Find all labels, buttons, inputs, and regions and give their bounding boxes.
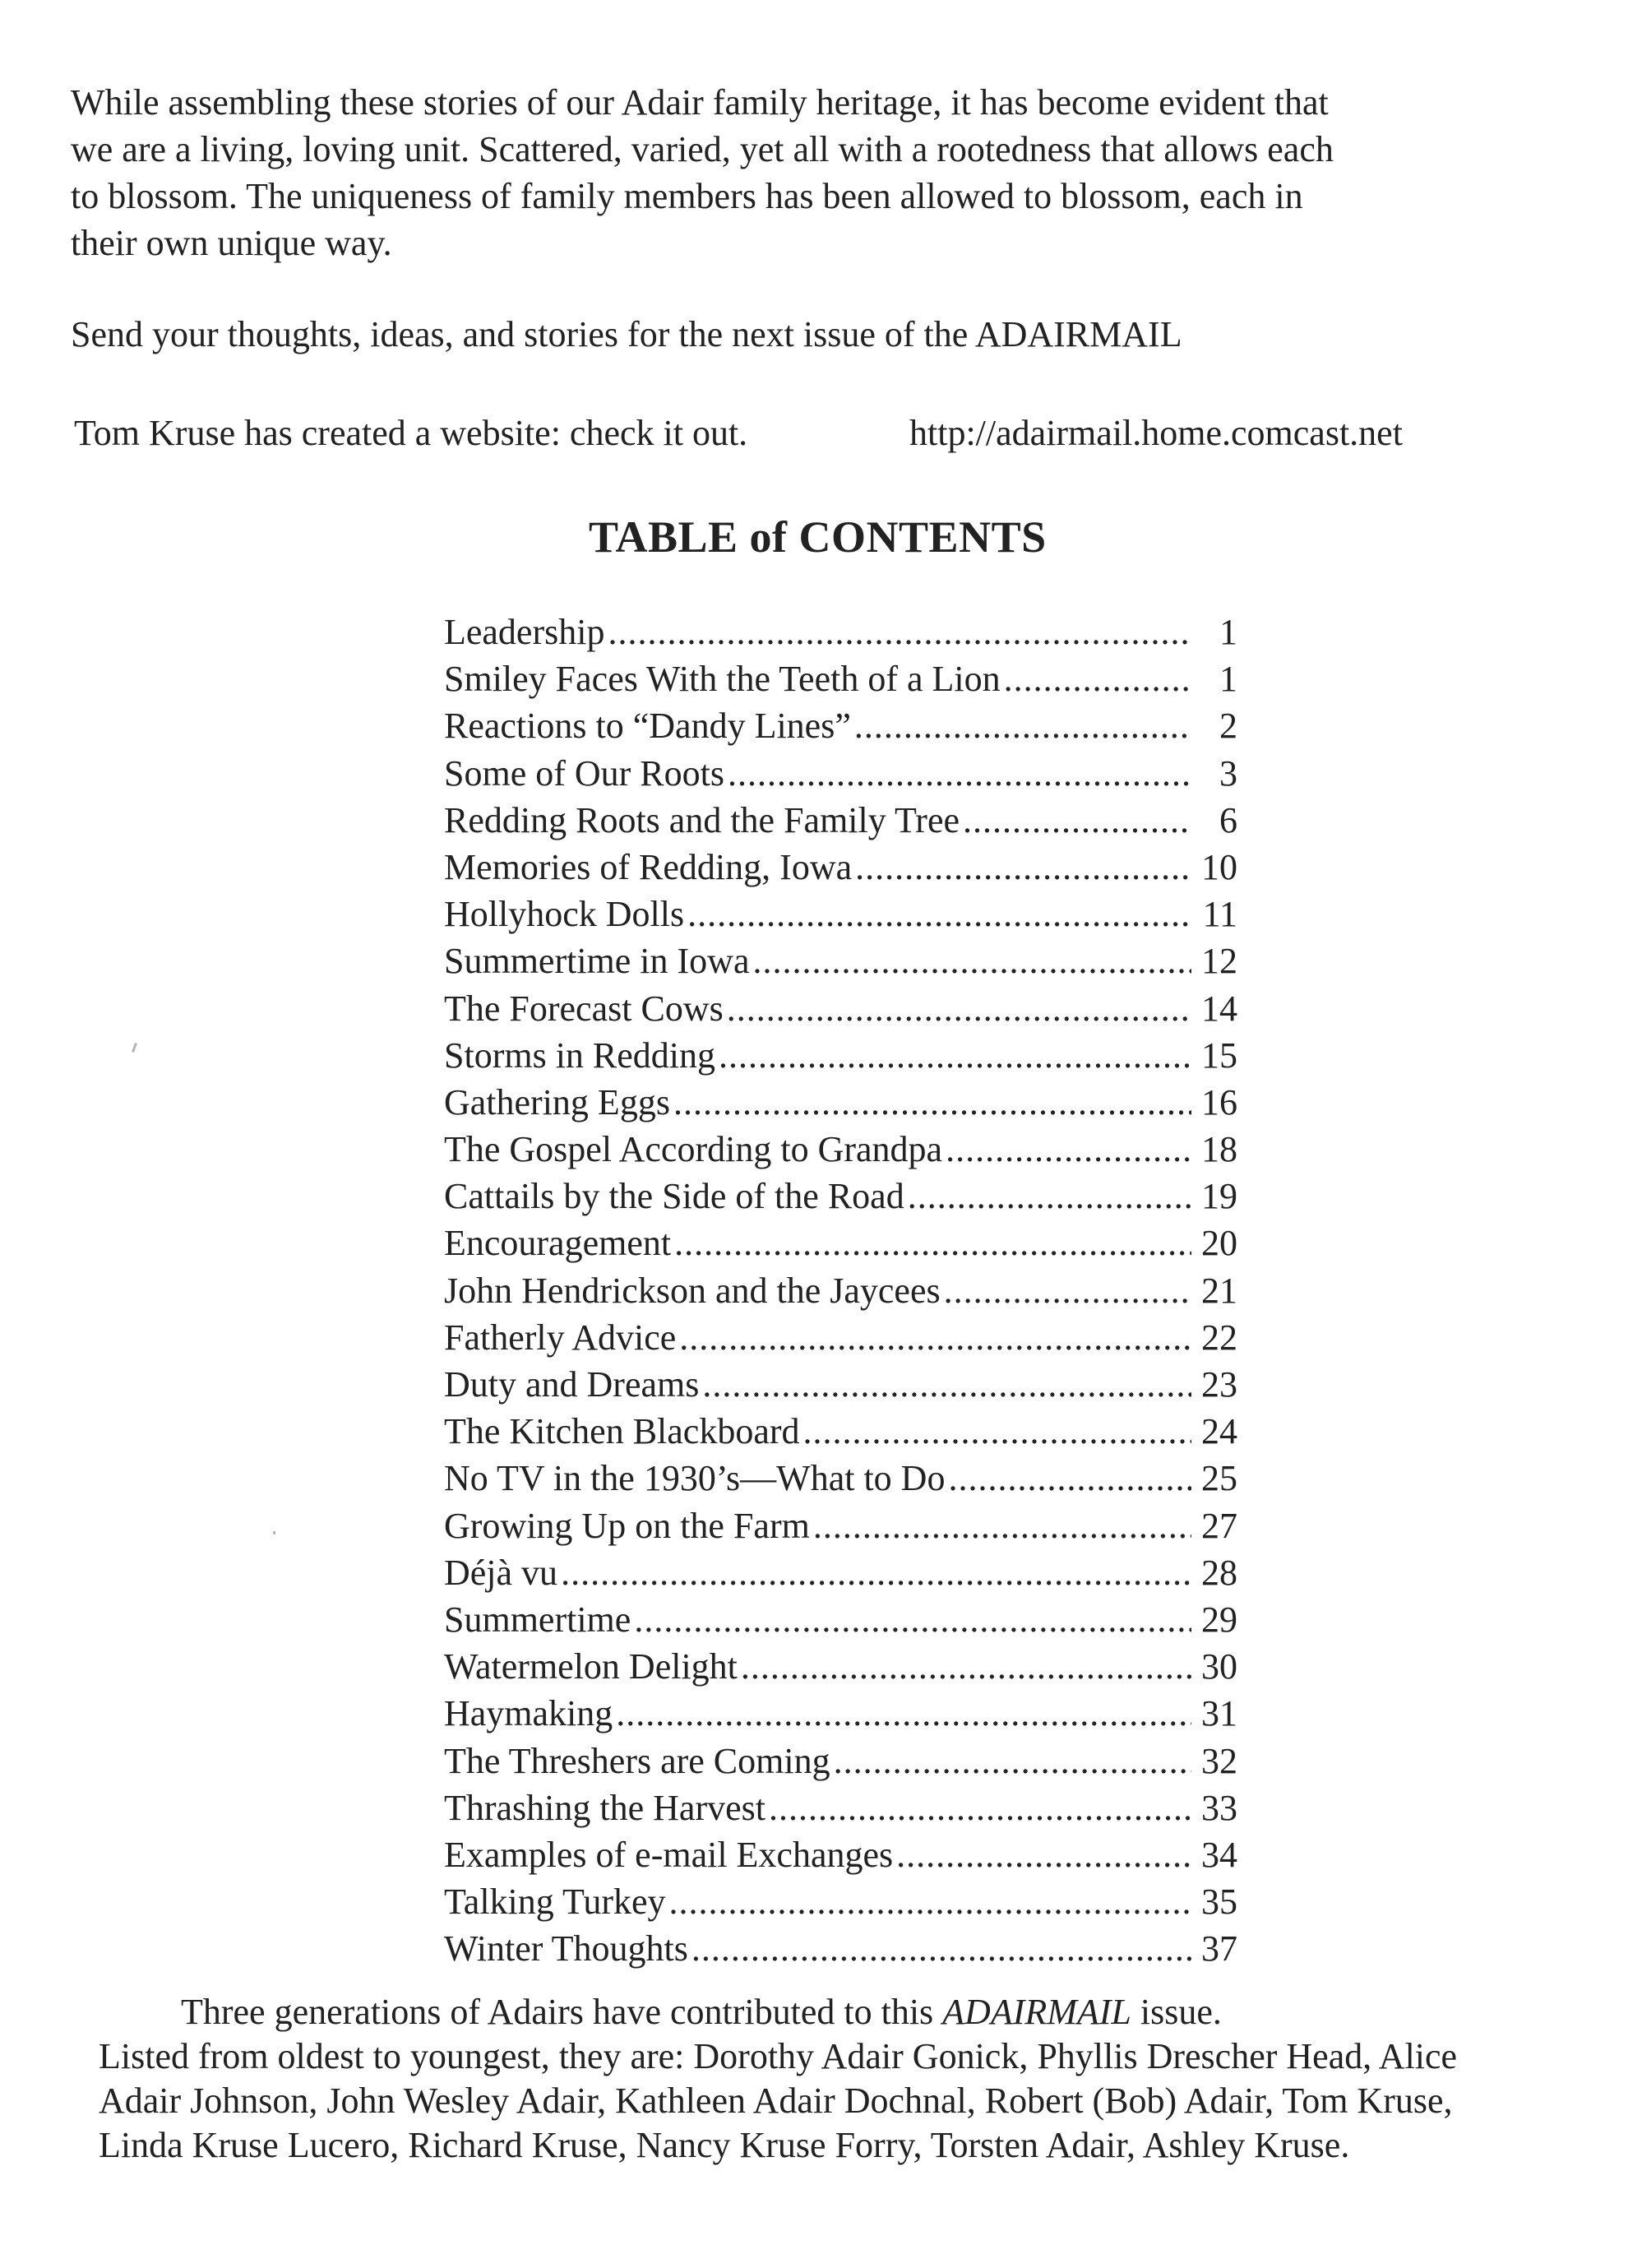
send-stories-note: Send your thoughts, ideas, and stories for the next issue of the ADAIRMAIL <box>71 314 1182 354</box>
toc-entry <box>444 1408 1237 1455</box>
toc-entry-title: No TV in the 1930’s—What to Do <box>444 1458 946 1499</box>
toc-entry <box>444 1173 1237 1220</box>
toc-entry-title: Duty and Dreams <box>444 1364 700 1405</box>
toc-entry-title: Reactions to “Dandy Lines” <box>444 706 851 747</box>
toc-leader-dots <box>741 1643 1191 1690</box>
toc-entry-page: 29 <box>1201 1599 1237 1640</box>
toc-entry <box>444 1455 1237 1502</box>
toc-entry <box>444 1079 1237 1126</box>
intro-line: While assembling these stories of our Adair family heritage, it has become evident that <box>71 82 1329 123</box>
toc-leader-dots <box>1004 655 1191 702</box>
toc-entry <box>444 1032 1237 1079</box>
toc-leader-dots <box>946 1126 1191 1173</box>
toc-entry-page: 18 <box>1201 1129 1237 1170</box>
intro-line: their own unique way. <box>71 223 392 263</box>
website-text: Tom Kruse has created a website: check it out. <box>74 413 748 453</box>
toc-entry <box>444 1643 1237 1690</box>
toc-entry-title: Encouragement <box>444 1223 672 1264</box>
toc-entry <box>444 1831 1237 1878</box>
toc-entry-title: The Threshers are Coming <box>444 1740 830 1781</box>
toc-entry-title: Redding Roots and the Family Tree <box>444 799 960 840</box>
publication-name: ADAIRMAIL <box>942 1992 1131 2032</box>
toc-leader-dots <box>834 1738 1191 1784</box>
toc-leader-dots <box>963 797 1191 844</box>
toc-leader-dots <box>691 1925 1191 1972</box>
toc-entry-title: Summertime in Iowa <box>444 941 750 982</box>
toc-entry-title: Thrashing the Harvest <box>444 1787 765 1828</box>
intro-line: to blossom. The uniqueness of family members has been allowed to blossom, each in <box>71 176 1303 216</box>
toc-entry-page: 37 <box>1201 1928 1237 1969</box>
toc-leader-dots <box>944 1267 1191 1314</box>
toc-entry-title: Memories of Redding, Iowa <box>444 846 853 887</box>
toc-entry <box>444 1549 1237 1596</box>
toc-entry <box>444 985 1237 1032</box>
toc-entry-page: 34 <box>1201 1834 1237 1875</box>
contributors-line: Linda Kruse Lucero, Richard Kruse, Nancy Kruse Forry, Torsten Adair, Ashley Kruse. <box>99 2125 1350 2165</box>
toc-entry-page: 35 <box>1201 1882 1237 1923</box>
toc-entry <box>444 1738 1237 1784</box>
toc-leader-dots <box>687 891 1191 937</box>
toc-leader-dots <box>608 609 1191 655</box>
toc-entry <box>444 844 1237 891</box>
toc-entry-page: 24 <box>1201 1411 1237 1452</box>
scan-speck <box>132 1043 137 1053</box>
toc-entry-page: 10 <box>1201 846 1237 887</box>
toc-entry <box>444 1314 1237 1361</box>
toc-leader-dots <box>634 1596 1191 1643</box>
toc-entry-page: 11 <box>1202 894 1237 935</box>
contributors-line: Adair Johnson, John Wesley Adair, Kathleen Adair Dochnal, Robert (Bob) Adair, Tom Kruse, <box>99 2081 1453 2121</box>
toc-entry <box>444 891 1237 937</box>
toc-entry-page: 20 <box>1201 1223 1237 1264</box>
toc-entry-title: Watermelon Delight <box>444 1646 738 1687</box>
toc-entry-page: 23 <box>1201 1364 1237 1405</box>
toc-entry-page: 22 <box>1201 1317 1237 1358</box>
toc-entry <box>444 702 1237 749</box>
toc-entry <box>444 1126 1237 1173</box>
toc-leader-dots <box>908 1173 1191 1220</box>
toc-entry <box>444 1220 1237 1266</box>
toc-entry <box>444 750 1237 797</box>
toc-entry-title: The Kitchen Blackboard <box>444 1411 800 1452</box>
toc-leader-dots <box>813 1502 1191 1549</box>
website-url: http://adairmail.home.comcast.net <box>909 413 1403 453</box>
toc-entry <box>444 1784 1237 1831</box>
toc-entry-page: 28 <box>1201 1552 1237 1593</box>
toc-entry-page: 19 <box>1201 1176 1237 1217</box>
toc-entry-title: John Hendrickson and the Jaycees <box>444 1270 941 1311</box>
toc-leader-dots <box>769 1784 1191 1831</box>
toc-entry-title: Some of Our Roots <box>444 752 724 794</box>
toc-entry-page: 15 <box>1201 1034 1237 1076</box>
toc-title: TABLE of CONTENTS <box>589 512 1047 562</box>
toc-leader-dots <box>854 702 1191 749</box>
toc-entry-page: 3 <box>1219 752 1237 794</box>
toc-entry-title: Smiley Faces With the Teeth of a Lion <box>444 659 1001 700</box>
toc-leader-dots <box>702 1361 1191 1408</box>
toc-entry <box>444 609 1237 655</box>
toc-entry-page: 27 <box>1201 1505 1237 1546</box>
toc-entry-page: 14 <box>1201 988 1237 1029</box>
toc-entry <box>444 1361 1237 1408</box>
toc-entry <box>444 1878 1237 1925</box>
toc-leader-dots <box>719 1032 1191 1079</box>
scan-speck <box>273 1531 275 1534</box>
toc-entry-page: 1 <box>1219 659 1237 700</box>
toc-entry-title: Winter Thoughts <box>444 1928 688 1969</box>
contributors-intro-end: issue. <box>1131 1992 1222 2032</box>
toc-leader-dots <box>616 1690 1191 1737</box>
toc-leader-dots <box>896 1831 1191 1878</box>
toc-entry-title: Storms in Redding <box>444 1034 716 1076</box>
toc-entry-title: Déjà vu <box>444 1552 558 1593</box>
toc-entry <box>444 1690 1237 1737</box>
toc-entry-page: 12 <box>1201 941 1237 982</box>
toc-entry-title: Talking Turkey <box>444 1882 666 1923</box>
toc-entry-title: Examples of e-mail Exchanges <box>444 1834 894 1875</box>
toc-leader-dots <box>855 844 1191 891</box>
intro-paragraph <box>71 79 1534 266</box>
toc-entry-page: 25 <box>1201 1458 1237 1499</box>
toc-entry-title: Growing Up on the Farm <box>444 1505 810 1546</box>
toc-leader-dots <box>728 750 1191 797</box>
toc-leader-dots <box>948 1455 1191 1502</box>
contributors-intro-text: Three generations of Adairs have contributed to this <box>181 1992 943 2032</box>
toc-entry-page: 30 <box>1201 1646 1237 1687</box>
toc-entry-page: 31 <box>1201 1693 1237 1734</box>
toc-entry-page: 16 <box>1201 1081 1237 1122</box>
toc-entry-title: Cattails by the Side of the Road <box>444 1176 904 1217</box>
toc-leader-dots <box>679 1314 1191 1361</box>
toc-entry-page: 33 <box>1201 1787 1237 1828</box>
toc-entry-title: Gathering Eggs <box>444 1081 670 1122</box>
toc-entry-title: The Forecast Cows <box>444 988 724 1029</box>
contributors-line: Listed from oldest to youngest, they are: Dorothy Adair Gonick, Phyllis Drescher Head, Alice <box>99 2036 1458 2076</box>
toc-leader-dots <box>669 1878 1192 1925</box>
toc-entry-title: Summertime <box>444 1599 631 1640</box>
toc-entry <box>444 1596 1237 1643</box>
toc-entry-page: 32 <box>1201 1740 1237 1781</box>
toc-entry-page: 2 <box>1219 706 1237 747</box>
toc-entry <box>444 797 1237 844</box>
toc-entry-title: Haymaking <box>444 1693 613 1734</box>
toc-entry-page: 21 <box>1201 1270 1237 1311</box>
toc-entry <box>444 1925 1237 1972</box>
table-of-contents <box>444 609 1237 1972</box>
toc-leader-dots <box>803 1408 1191 1455</box>
toc-leader-dots <box>753 937 1192 984</box>
toc-entry-title: Leadership <box>444 612 605 652</box>
intro-line: we are a living, loving unit. Scattered, varied, yet all with a rootedness that allows each <box>71 129 1334 169</box>
toc-entry <box>444 937 1237 984</box>
contributors-paragraph <box>99 1990 1546 2168</box>
toc-leader-dots <box>674 1220 1191 1266</box>
toc-leader-dots <box>727 985 1191 1032</box>
toc-leader-dots <box>561 1549 1191 1596</box>
toc-entry-title: The Gospel According to Grandpa <box>444 1129 943 1170</box>
toc-entry-title: Hollyhock Dolls <box>444 894 685 935</box>
toc-leader-dots <box>673 1079 1191 1126</box>
toc-entry-page: 1 <box>1219 612 1237 652</box>
toc-entry <box>444 1502 1237 1549</box>
toc-entry-title: Fatherly Advice <box>444 1317 677 1358</box>
toc-entry <box>444 655 1237 702</box>
toc-entry <box>444 1267 1237 1314</box>
contributors-intro-line <box>99 1990 1546 2034</box>
website-note <box>74 410 1496 456</box>
toc-entry-page: 6 <box>1219 799 1237 840</box>
